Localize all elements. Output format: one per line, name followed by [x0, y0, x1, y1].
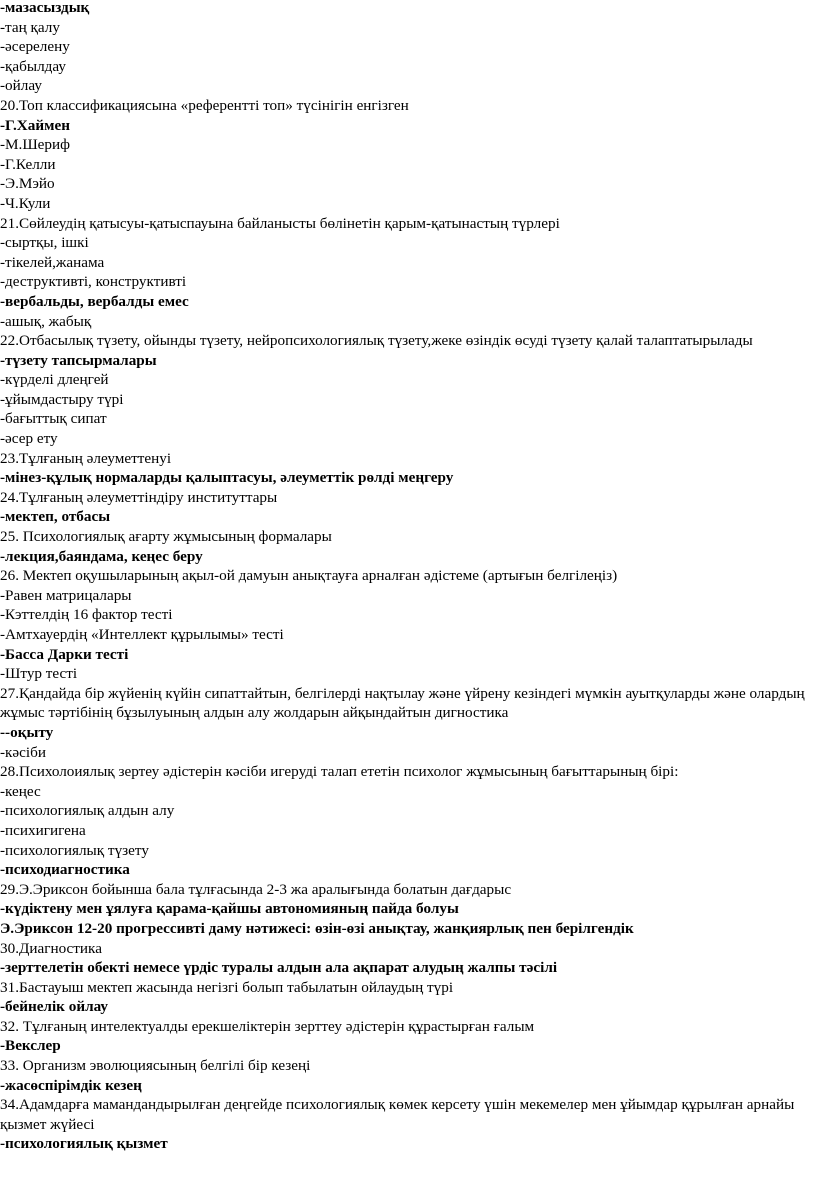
- text-line: 28.Психолоиялық зертеу әдістерін кәсіби игеруді талап ететін психолог жұмысының бағыттарының бірі:: [0, 763, 679, 781]
- answer-line: -психодиагностика: [0, 861, 130, 879]
- answer-line: Э.Эриксон 12-20 прогрессивті даму нәтижесі: өзін-өзі анықтау, жанқиярлық пен берілгендік: [0, 919, 634, 937]
- text-line: 23.Тұлғаның әлеуметтенуі: [0, 449, 172, 467]
- text-line: -Амтхауердің «Интеллект құрылымы» тесті: [0, 626, 284, 643]
- answer-line: -Басса Дарки тесті: [0, 645, 129, 663]
- answer-line: -мазасыздық: [0, 0, 90, 16]
- text-line: -Э.Мэйо: [0, 175, 55, 193]
- text-line: -таң қалу: [0, 18, 60, 36]
- answer-line: -психологиялық қызмет: [0, 1135, 168, 1153]
- text-line: -психологиялық алдын алу: [0, 802, 175, 820]
- answer-line: -мектеп, отбасы: [0, 508, 111, 526]
- text-line: -Равен матрицалары: [0, 586, 132, 604]
- answer-line: -зерттелетін обекті немесе үрдіс туралы алдын ала ақпарат алудың жалпы тәсілі: [0, 959, 558, 977]
- text-line: -ұйымдастыру түрі: [0, 390, 124, 408]
- text-line: 26. Мектеп оқушыларының ақыл-ой дамуын анықтауға арналған әдістеме (артығын белгілеңіз): [0, 567, 618, 585]
- answer-line: -мінез-құлық нормаларды қалыптасуы, әлеуметтік рөлді меңгеру: [0, 469, 454, 487]
- text-line: 30.Диагностика: [0, 939, 102, 957]
- answer-line: --оқыту: [0, 723, 54, 741]
- text-line: 21.Сөйлеудің қатысуы-қатыспауына байланысты бөлінетін қарым-қатынастың түрлері: [0, 214, 560, 232]
- text-line: 25. Психологиялық ағарту жұмысының формалары: [0, 528, 332, 546]
- text-line: -психологиялық түзету: [0, 841, 149, 859]
- text-line: -Г.Келли: [0, 155, 56, 173]
- answer-line: -түзету тапсырмалары: [0, 351, 157, 369]
- text-line: 29.Э.Эриксон бойынша бала тұлғасында 2-3 жа аралығында болатын дағдарыс: [0, 880, 512, 898]
- text-line: -бағыттық сипат: [0, 410, 107, 428]
- text-line: 22.Отбасылық түзету, ойынды түзету, нейропсихологиялық түзету,жеке өзіндік өсуді түзету қалай талаптатырылады: [0, 332, 753, 350]
- text-line: 33. Организм эволюциясының белгілі бір кезеңі: [0, 1057, 311, 1075]
- text-line: -әсерелену: [0, 38, 70, 56]
- text-line: -деструктивті, конструктивті: [0, 273, 187, 291]
- text-line: 24.Тұлғаның әлеуметтіндіру институттары: [0, 488, 278, 506]
- text-line: -қабылдау: [0, 57, 66, 75]
- text-line: -әсер ету: [0, 430, 58, 448]
- answer-line: -жасөспірімдік кезең: [0, 1076, 142, 1094]
- text-line: -тікелей,жанама: [0, 253, 105, 271]
- text-line: -кеңес: [0, 782, 41, 800]
- text-line: 32. Тұлғаның интелектуалды ерекшеліктерін зерттеу әдістерін құрастырған ғалым: [0, 1017, 535, 1035]
- answer-line: -вербальды, вербалды емес: [0, 292, 189, 310]
- text-line: 20.Топ классификациясына «референтті топ» түсінігін енгізген: [0, 96, 409, 114]
- text-line: 27.Қандайда бір жүйенің күйін сипаттайтын, белгілерді нақтылау және үйрену кезіндегі мүмкін ауытқуларды және олардың жұмыс тәртібінің бұзылуының алдын алу жолдарын айқындайтын дигностика: [0, 684, 805, 722]
- answer-line: -лекция,баяндама, кеңес беру: [0, 547, 203, 565]
- text-line: 31.Бастауыш мектеп жасында негізгі болып табылатын ойлаудың түрі: [0, 978, 454, 996]
- text-line: -сыртқы, ішкі: [0, 234, 89, 252]
- text-line: -Кэттелдің 16 фактор тесті: [0, 606, 173, 624]
- text-line: 34.Адамдарға мамандандырылған деңгейде психологиялық көмек керсету үшін мекемелер мен ұйымдар құрылған арнайы қызмет жүйесі: [0, 1096, 795, 1133]
- text-line: -Штур тесті: [0, 665, 78, 683]
- text-line: -психигигена: [0, 821, 86, 839]
- answer-line: -күдіктену мен ұялуға қарама-қайшы автономияның пайда болуы: [0, 900, 459, 918]
- text-line: -ойлау: [0, 77, 42, 95]
- answer-line: -бейнелік ойлау: [0, 998, 109, 1016]
- answer-line: -Г.Хаймен: [0, 116, 70, 134]
- text-line: -кәсіби: [0, 743, 46, 761]
- answer-line: -Векслер: [0, 1037, 61, 1055]
- text-line: -Ч.Кули: [0, 194, 51, 212]
- text-line: -күрделі длеңгей: [0, 371, 109, 389]
- text-line: -М.Шериф: [0, 136, 70, 154]
- text-line: -ашық, жабық: [0, 312, 92, 330]
